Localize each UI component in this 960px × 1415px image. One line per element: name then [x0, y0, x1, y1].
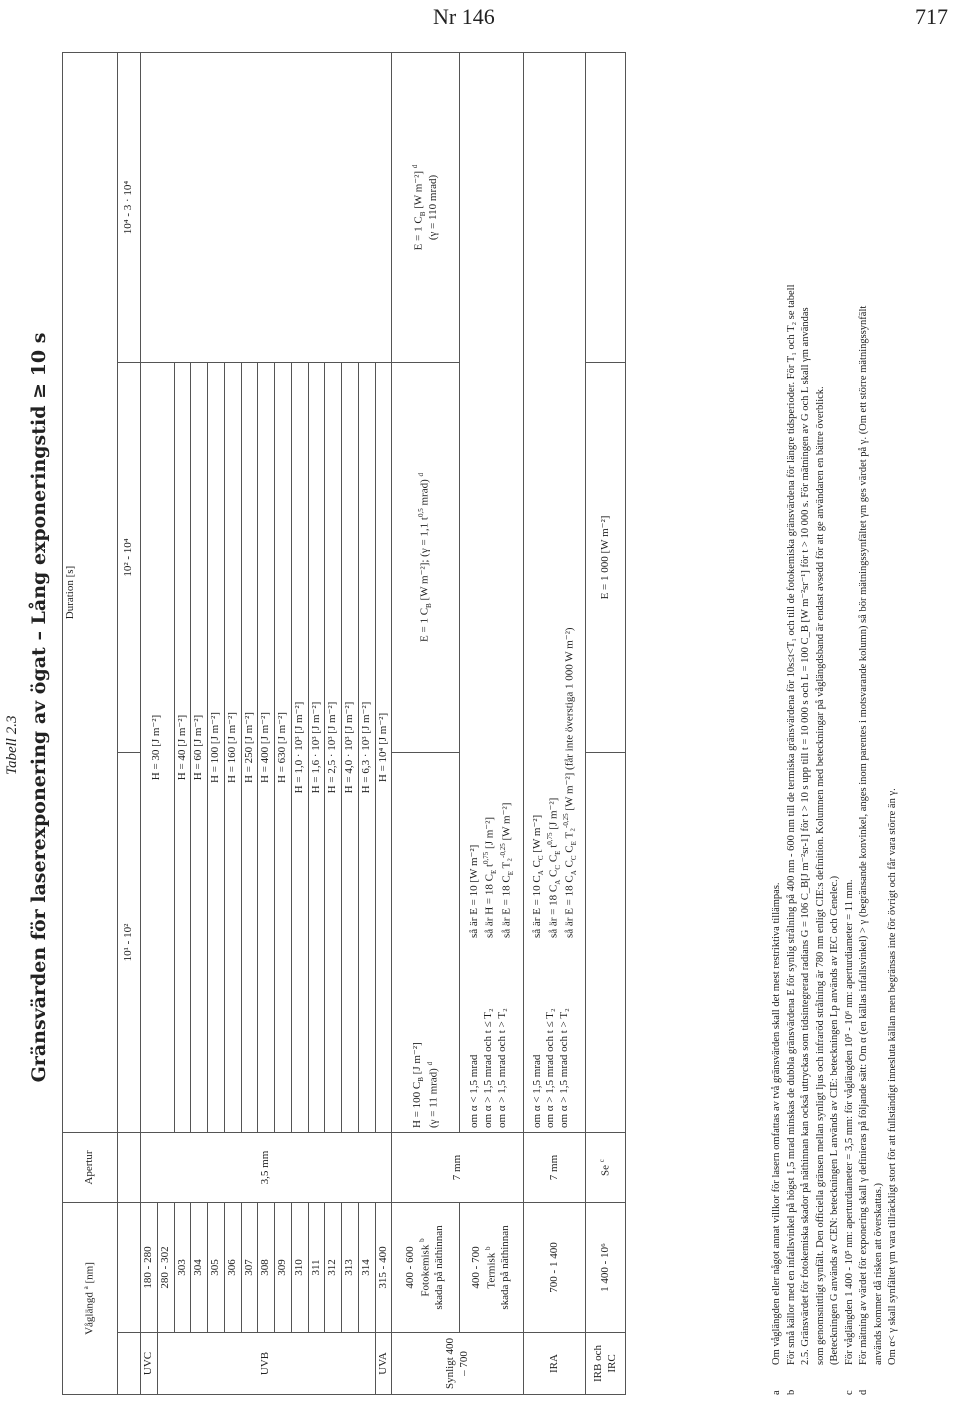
- wavelength-cell: 306: [224, 1203, 241, 1333]
- wavelength-cell: 280 - 302: [157, 1203, 174, 1333]
- footnote: som genomsnittligt synfält. Den officiella gränsen mellan synligt ljus och infraröd strålning är 780 nm enligt CIE:s definition. Kolumnen med beteckningar på våglängdsband är endast avsedd för att ge användaren en bättre överblick.: [814, 386, 826, 1365]
- limit-table: [62, 52, 626, 1395]
- footnote: används kommer då risken att överskattas.): [872, 1183, 884, 1365]
- page-title: Gränsvärden för laserexponering av ögat – Lång exponeringstid ≥ 10 s: [28, 332, 50, 1083]
- irb-aperture: Se $^c$: [586, 1133, 626, 1203]
- wavelength-cell: 315 - 400: [375, 1203, 392, 1333]
- band-uvb: UVB: [157, 1333, 375, 1395]
- limit-value: H = 4,0 · 10³ [J m⁻²]: [342, 363, 359, 1133]
- wavelength-cell: 303: [174, 1203, 191, 1333]
- limit-value: H = 1,0 · 10³ [J m⁻²]: [291, 363, 308, 1133]
- limit-value: H = 40 [J m⁻²]: [174, 363, 191, 1133]
- wavelength-cell: 313: [342, 1203, 359, 1333]
- uv-aperture: 3,5 mm: [141, 1133, 392, 1203]
- wavelength-cell: 305: [208, 1203, 225, 1333]
- limit-value: H = 60 [J m⁻²]: [191, 363, 208, 1133]
- wavelength-cell: 309: [275, 1203, 292, 1333]
- thermal-label: 400 - 700 Termisk $^b$ skada på näthinnan: [460, 1203, 524, 1333]
- footnote: c För våglängden 1 400 - 10⁵ nm: aperturdiameter = 3,5 mm: för våglängden 10⁵ - 10⁶ nm: aperturdiameter = 11 mm.: [843, 879, 855, 1395]
- duration-1: 10¹ - 10²: [118, 753, 141, 1133]
- photochemical-short: H = 100 $C_B$ [J m⁻²] (γ = 11 mrad) $^d$: [392, 943, 460, 1133]
- limit-value: H = 250 [J m⁻²]: [241, 363, 258, 1133]
- band-uvc: UVC: [141, 1333, 158, 1395]
- footnote: d För mätning av värdet för exponering skall γ definieras på följande sätt: Om α (en källas infallsvinkel) > γ (begränsande konvinkel, anges inom parentes i motsvarande kolumn) så bör mätningssynfältet γm ges värdet på γ. (Om ett större mätningssynfält: [858, 305, 869, 1395]
- wavelength-cell: 312: [325, 1203, 342, 1333]
- band-ira: IRA: [524, 1333, 586, 1395]
- wavelength-cell: 311: [308, 1203, 325, 1333]
- col-header-duration: Duration [s]: [63, 53, 118, 1133]
- photochemical-mid: E = 1 $C_B$ [W m⁻²]; (γ = 1,1 $t^{0,5}$ mrad) $^d$: [392, 363, 460, 753]
- limit-value: H = 160 [J m⁻²]: [224, 363, 241, 1133]
- col-header-wavelength: Våglängd $^a$ [nm]: [63, 1203, 118, 1395]
- visible-aperture: 7 mm: [392, 1133, 524, 1203]
- limit-value: H = 100 [J m⁻²]: [208, 363, 225, 1133]
- limit-value: H = 400 [J m⁻²]: [258, 363, 275, 1133]
- wavelength-cell: 700 - 1 400: [524, 1203, 586, 1333]
- footnote: Om α< γ skall synfältet γm vara tillräckligt stort för att fullständigt innesluta källan men begränsas inte för övrigt och får vara större än γ.: [887, 788, 898, 1365]
- table-label: Tabell 2.3: [4, 715, 20, 775]
- wavelength-cell: 304: [191, 1203, 208, 1333]
- limit-value: H = 630 [J m⁻²]: [275, 363, 292, 1133]
- issue-number: Nr 146: [433, 4, 495, 29]
- wavelength-cell: 1 400 - 10⁶: [586, 1203, 626, 1333]
- photochemical-long: E = 1 $C_B$ [W m⁻²] $^d$ (γ = 110 mrad): [392, 53, 460, 363]
- ira-conditions: om α < 1,5 mrad om α > 1,5 mrad och t ≤ T₂ om α > 1,5 mrad och t > T₂ så är E = 10 $C_A$ $C_C$ [W m⁻²] så är = 18 $C_A$ $C_C$ $C_E$ $t^{0,75}$ [J m⁻²] så är E = 18 $C_A$ $C_C$ $C_E$ T₂$^{-0,25}$ [W m⁻²] (får inte överstiga 1 000 W m⁻²): [524, 53, 586, 1133]
- thermal-conditions: om α < 1,5 mrad om α > 1,5 mrad och t ≤ T₂ om α > 1,5 mrad och t > T₂ så är E = 10 [W m⁻²] så är H = 18 $C_E$ $t^{0,75}$ [J m⁻²] så är E = 18 $C_E$ T₂$^{-0,25}$ [W m⁻²]: [460, 53, 524, 1133]
- band-uva: UVA: [375, 1333, 392, 1395]
- footnote: a Om våglängden eller något annat villkor för lasern omfattas av två gränsvärden skall det mest restriktiva tillämpas.: [771, 882, 782, 1395]
- ira-aperture: 7 mm: [524, 1133, 586, 1203]
- wavelength-cell: 308: [258, 1203, 275, 1333]
- limit-value: H = 30 [J m⁻²]: [141, 363, 175, 1133]
- footnote: (Beteckningen G används av CEN: beteckningen L används av CIE: beteckningen Lp används av IEC och Cenelec.): [829, 875, 840, 1365]
- band-irb-irc: IRB och IRC: [586, 1333, 626, 1395]
- band-visible: Synligt 400 – 700: [392, 1333, 524, 1395]
- wavelength-cell: 314: [358, 1203, 375, 1333]
- duration-3: 10⁴ - 3 · 10⁴: [118, 53, 141, 363]
- footnote: b För små källor med en infallsvinkel på högst 1,5 mrad minskas de dubbla gränsvärdena E för synlig strålning på 400 nm - 600 nm till de termiska gränsvärdena för 10s≤t<T₁ och till de fotokemiska gränsvärdena för längre tidsperioder. För T₁ och T₂ se tabell: [785, 284, 797, 1395]
- limit-value: H = 10⁴ [J m⁻²]: [375, 363, 392, 1133]
- col-header-aperture: Apertur: [63, 1133, 118, 1203]
- duration-2: 10² - 10⁴: [118, 363, 141, 753]
- limit-value: H = 1,6 · 10³ [J m⁻²]: [308, 363, 325, 1133]
- limit-value: E = 1 000 [W m⁻²]: [586, 363, 626, 753]
- limit-value: H = 2,5 · 10³ [J m⁻²]: [325, 363, 342, 1133]
- wavelength-cell: 307: [241, 1203, 258, 1333]
- footnote: 2.5. Gränsvärdet för fotokemiska skador på näthinnan kan också uttryckas som tidsintegrerad radians G = 106 C_B[J m⁻²sr-1] för t > 10 s upp till t = 10 000 s och L = 100 C_B [W m⁻²sr⁻¹] för t > 10 000 s. För mätningen av G och L skall γm användas: [800, 307, 811, 1365]
- footnotes: [770, 45, 901, 1395]
- wavelength-cell: 180 - 280: [141, 1203, 158, 1333]
- page-number: 717: [915, 4, 948, 29]
- wavelength-cell: 310: [291, 1203, 308, 1333]
- limit-value: H = 6,3 · 10³ [J m⁻²]: [358, 363, 375, 1133]
- photochemical-label: 400 - 600 Fotokemisk $^b$ skada på näthinnan: [392, 1203, 460, 1333]
